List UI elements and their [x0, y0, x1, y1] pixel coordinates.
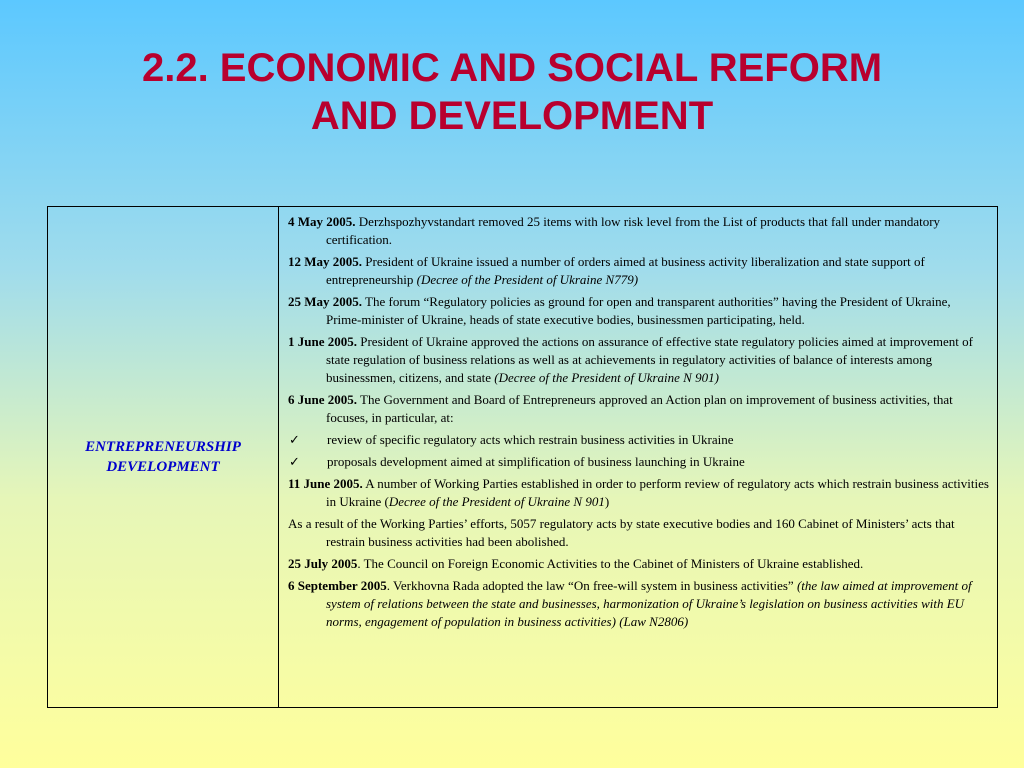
event-text: President of Ukraine issued a number of orders aimed at business activity liberalization and state support of entrepreneurship	[326, 254, 925, 287]
event-text: President of Ukraine approved the actions on assurance of effective state regulatory policies aimed at improvement of state regulation of business relations as well as at achievements in regulatory activities of balance of interests among businessmen, citizens, and state	[326, 334, 973, 385]
event-date: 6 September 2005	[288, 578, 387, 593]
event-entry	[288, 333, 989, 387]
reform-table	[47, 206, 998, 708]
checklist-text: review of specific regulatory acts which restrain business activities in Ukraine	[327, 432, 734, 447]
event-text: A number of Working Parties established in order to perform review of regulatory acts which restrain business activities in Ukraine (	[326, 476, 989, 509]
event-text: . Verkhovna Rada adopted the law “On free-will system in business activities”	[386, 578, 797, 593]
event-entry	[288, 213, 989, 249]
checklist-item	[288, 431, 989, 449]
event-text: The forum “Regulatory policies as ground for open and transparent authorities” having the President of Ukraine, Prime-minister of Ukraine, heads of state executive bodies, businessmen participating, held.	[326, 294, 951, 327]
event-entry	[288, 577, 989, 631]
checkmark-icon: ✓	[289, 454, 300, 469]
event-text: As a result of the Working Parties’ efforts, 5057 regulatory acts by state executive bodies and 160 Cabinet of Ministers’ acts that restrain business activities had been abolished.	[288, 516, 955, 549]
event-date: 11 June 2005.	[288, 476, 363, 491]
event-entry	[288, 515, 989, 551]
event-text: Derzhspozhyvstandart removed 25 items with low risk level from the List of products that fall under mandatory certification.	[326, 214, 941, 247]
checkmark-icon: ✓	[289, 432, 300, 447]
event-date: 12 May 2005.	[288, 254, 363, 269]
event-date: 1 June 2005.	[288, 334, 357, 349]
checklist-item	[288, 453, 989, 471]
event-reference: (Decree of the President of Ukraine N779)	[416, 272, 639, 287]
title-line-2: AND DEVELOPMENT	[310, 94, 714, 138]
category-label: ENTREPRENEURSHIP DEVELOPMENT	[85, 439, 241, 475]
event-entry: 11 June 2005. A number of Working Parties established in order to perform review of regulatory acts which restrain business activities in Ukraine (Decree of the President of Ukraine N 901)	[288, 476, 989, 509]
event-reference: Decree of the President of Ukraine N 901	[388, 494, 605, 509]
event-reference: (Decree of the President of Ukraine N 901)	[494, 370, 719, 385]
event-date: 25 May 2005.	[288, 294, 363, 309]
page-title	[0, 44, 1024, 140]
event-entry	[288, 391, 989, 427]
event-entry	[288, 555, 989, 573]
event-text: The Government and Board of Entrepreneurs approved an Action plan on improvement of business activities, that focuses, in particular, at:	[326, 392, 953, 425]
event-date: 4 May 2005.	[288, 214, 356, 229]
events-cell	[279, 207, 997, 707]
event-date: 6 June 2005.	[288, 392, 357, 407]
event-entry	[288, 293, 989, 329]
event-text: . The Council on Foreign Economic Activities to the Cabinet of Ministers of Ukraine established.	[357, 556, 864, 571]
category-cell	[48, 207, 279, 707]
title-line-1: 2.2. ECONOMIC AND SOCIAL REFORM	[141, 46, 883, 90]
event-reference: (the law aimed at improvement of system of relations between the state and businesses, harmonization of Ukraine’s legislation on business activities with EU norms, engagement of population in business activities) (Law N2806)	[326, 578, 972, 629]
event-entry	[288, 253, 989, 289]
event-date: 25 July 2005	[288, 556, 358, 571]
checklist-text: proposals development aimed at simplification of business launching in Ukraine	[327, 454, 745, 469]
